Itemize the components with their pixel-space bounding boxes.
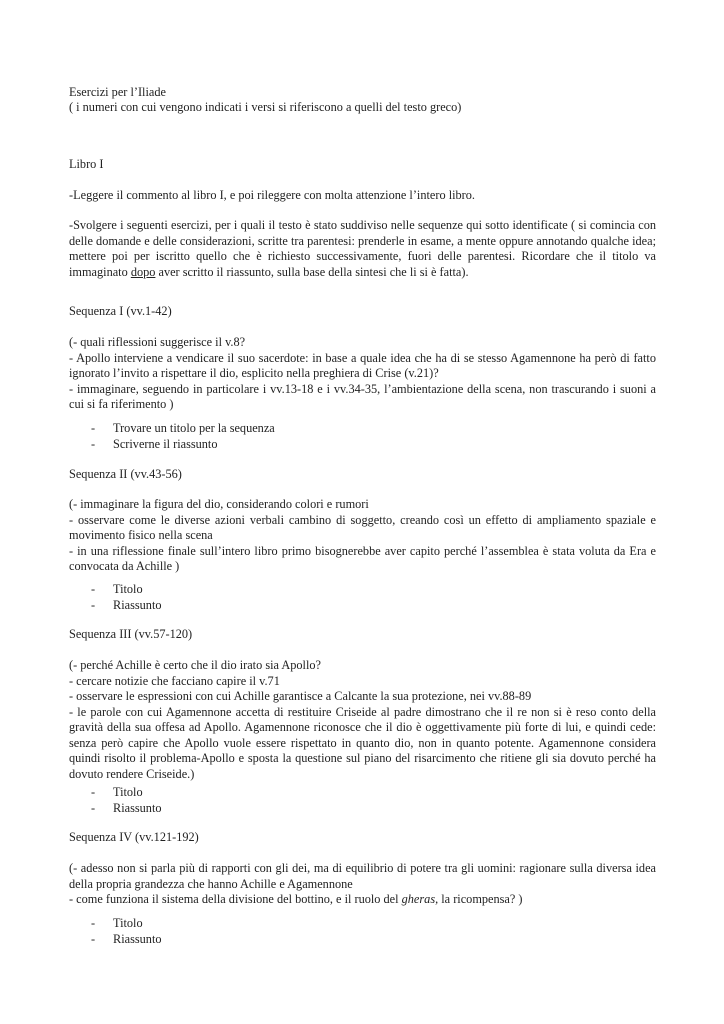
bullet-dash: - [91,597,96,612]
bullet-dash: - [91,931,96,946]
book-heading: Libro I [69,157,104,171]
intro-paragraph-1: -Leggere il commento al libro I, e poi rileggere con molta attenzione l’intero libro. [69,188,475,202]
list-item [91,785,162,801]
bullet-dash: - [91,785,96,799]
task-label: Titolo [113,916,143,930]
bullet-dash: - [91,800,96,815]
bullet-dash: - [91,582,96,596]
note-line [69,892,656,908]
sequence-notes [69,861,656,908]
list-item [91,916,162,932]
italic-term: gheras, [401,892,439,906]
list-item [91,801,162,817]
note-line: (- perché Achille è certo che il dio irato sia Apollo? [69,658,321,672]
note-line: - Apollo interviene a vendicare il suo sacerdote: in base a quale idea che ha di se stesso Agamennone ha però di fatto ignorato l’invito a rispettare il dio, esplicito nella preghiera di Crise (v.21)? [69,350,656,380]
sequence-heading: Sequenza IV (vv.121-192) [69,830,199,844]
task-list [91,916,162,947]
sequence-heading: Sequenza I (vv.1-42) [69,304,172,318]
sequence-heading: Sequenza II (vv.43-56) [69,467,182,481]
intro-text-after: aver scritto il riassunto, sulla base della sintesi che li si è fatta). [155,264,469,279]
bullet-dash: - [91,436,96,451]
note-line: - immaginare, seguendo in particolare i vv.13-18 e i vv.34-35, l’ambientazione della scena, non trascurando i suoni a cui si fa riferimento ) [69,381,656,411]
sequence-heading: Sequenza III (vv.57-120) [69,627,193,641]
document-subtitle: ( i numeri con cui vengono indicati i versi si riferiscono a quelli del testo greco) [69,100,462,114]
task-label: Scriverne il riassunto [113,436,218,451]
list-item [91,421,275,437]
note-line: - osservare le espressioni con cui Achille garantisce a Calcante la sua protezione, nei vv.88-89 [69,689,532,703]
bullet-dash: - [91,916,96,930]
bullet-dash: - [91,421,96,435]
task-label: Riassunto [113,597,162,612]
task-label: Titolo [113,582,143,596]
task-label: Riassunto [113,931,162,946]
note-line: - osservare come le diverse azioni verbali cambino di soggetto, creando così un effetto di ampliamento spaziale e movimento fisico nella scena [69,512,656,542]
sequence-notes [69,658,656,782]
list-item [91,932,162,948]
task-list [91,421,275,452]
list-item [91,582,162,598]
list-item [91,598,162,614]
note-line: (- quali riflessioni suggerisce il v.8? [69,335,246,349]
task-label: Riassunto [113,800,162,815]
note-line: - le parole con cui Agamennone accetta di restituire Criseide al padre dimostrano che il re non si è reso conto della gravità della sua offesa ad Apollo. Agamennone riconosce che il dio è oggettivamente più forte di lui, e quindi cede: senza però capire che Apollo vuole essere rispettato in quanto dio, non in quanto potente. Agamennone considera quindi risolto il problema-Apollo e sposta la questione sul piano del risarcimento che ritiene gli sia dovuto perché ha dovuto rendere Criseide.) [69,704,656,781]
note-line: - cercare notizie che facciano capire il v.71 [69,673,280,688]
intro-paragraph-2 [69,218,656,280]
note-line: (- adesso non si parla più di rapporti con gli dei, ma di equilibrio di potere tra gli uomini: ragionare sulla diversa idea della propria grandezza che hanno Achille e Agamennone [69,861,656,891]
task-label: Titolo [113,785,143,799]
note-line: (- immaginare la figura del dio, considerando colori e rumori [69,497,369,511]
sequence-notes [69,335,656,413]
underlined-word: dopo [130,264,156,279]
task-label: Trovare un titolo per la sequenza [113,421,275,435]
list-item [91,437,275,453]
note-text: la ricompensa? ) [438,892,523,906]
sequence-notes [69,497,656,575]
task-list [91,785,162,816]
intro-text: -Svolgere i seguenti esercizi, per i quali il testo è stato suddiviso nelle sequenze qui sotto identificate ( si comincia con delle domande e delle considerazioni, scritte tra parentesi: prenderle in esame, a mente oppure annotando qualche idea; mettere poi per iscritto quello che è richiesto successivamente, fuori delle parentesi. Ricordare che il titolo va immaginato [69,218,656,279]
task-list [91,582,162,613]
note-line: - in una riflessione finale sull’intero libro primo bisognerebbe aver capito perché l’assemblea è stata voluta da Era e convocata da Achille ) [69,543,656,573]
note-text: - come funziona il sistema della divisione del bottino, e il ruolo del [69,892,402,906]
document-title: Esercizi per l’Iliade [69,85,166,99]
